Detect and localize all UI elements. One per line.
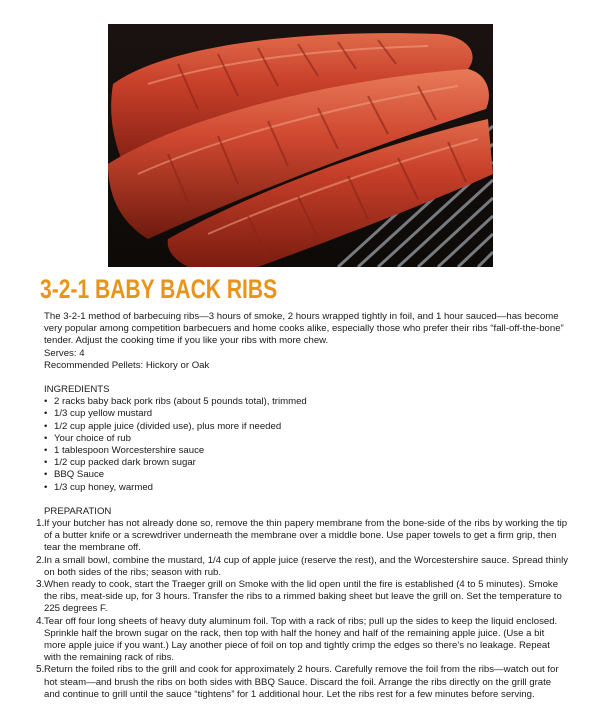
recipe-content bbox=[36, 311, 569, 701]
serves-line: Serves: 4 bbox=[44, 347, 85, 359]
ribs-photo bbox=[108, 24, 493, 267]
step-text: If your butcher has not already done so, remove the thin papery membrane from the bone-side of the ribs by working the tip of a butter knife or a screwdriver underneath the membrane over a middle bone. Use paper towels to get a firm grip, then tear the membrane off. bbox=[44, 518, 568, 554]
preparation-step bbox=[36, 518, 568, 555]
ingredient-item: • BBQ Sauce bbox=[44, 469, 568, 481]
preparation-heading: PREPARATION bbox=[44, 505, 112, 517]
preparation-steps bbox=[36, 518, 569, 701]
preparation-step bbox=[36, 579, 568, 616]
step-number: 1. bbox=[36, 518, 45, 530]
ingredient-item: • 1/3 cup honey, warmed bbox=[44, 482, 568, 494]
ingredient-item: • Your choice of rub bbox=[44, 433, 568, 445]
recipe-intro: The 3-2-1 method of barbecuing ribs—3 hours of smoke, 2 hours wrapped tightly in foil, and 1 hour sauced—has become very popular among competition barbecuers and home cooks alike, especially those who prefer their ribs “fall-off-the-bone” tender. Adjust the cooking time if you like your ribs with more chew. bbox=[44, 311, 564, 347]
preparation-step bbox=[36, 554, 569, 579]
step-text: Return the foiled ribs to the grill and cook for approximately 2 hours. Carefully remove the foil from the ribs—watch out for hot steam—and brush the ribs on both sides with BBQ Sauce. Discard the foil. Arrange the ribs directly on the grill grate and continue to grill until the sauce “tightens” for 1 additional hour. Let the ribs rest for a few minutes before serving. bbox=[44, 664, 559, 700]
step-text: Tear off four long sheets of heavy duty aluminum foil. Top with a rack of ribs; pull up the sides to keep the liquid enclosed. Sprinkle half the brown sugar on the rack, then top with half the honey and half of the remaining apple juice. (Use a bit more apple juice if you want.) Lay another piece of foil on top and tightly crimp the edges so there’s no leakage. Repeat with the remaining rack of ribs. bbox=[44, 615, 558, 664]
ingredients-list bbox=[44, 396, 568, 494]
step-number: 4. bbox=[36, 615, 45, 627]
ingredient-item: • 1/2 cup packed dark brown sugar bbox=[44, 457, 568, 469]
ingredient-item: • 1/3 cup yellow mustard bbox=[44, 408, 568, 420]
recipe-title: 3-2-1 BABY BACK RIBS bbox=[40, 274, 278, 304]
ingredients-heading: INGREDIENTS bbox=[44, 384, 110, 396]
ingredient-item: • 2 racks baby back pork ribs (about 5 pounds total), trimmed bbox=[44, 396, 568, 408]
preparation-step bbox=[36, 615, 568, 665]
step-text: When ready to cook, start the Traeger grill on Smoke with the lid open until the fire is established (4 to 5 minutes). Smoke the ribs, meat-side up, for 3 hours. Transfer the ribs to a rimmed baking sheet but leave the grill on. Set the temperature to 225 degrees F. bbox=[44, 579, 562, 615]
pellets-line: Recommended Pellets: Hickory or Oak bbox=[44, 359, 210, 371]
preparation-step bbox=[36, 664, 568, 701]
step-text: In a small bowl, combine the mustard, 1/4 cup of apple juice (reserve the rest), and the Worcestershire sauce. Spread thinly on both sides of the ribs; season with rub. bbox=[44, 554, 569, 578]
ingredient-item: • 1/2 cup apple juice (divided use), plus more if needed bbox=[44, 421, 568, 433]
step-number: 5. bbox=[36, 664, 45, 676]
step-number: 3. bbox=[36, 579, 45, 591]
step-number: 2. bbox=[36, 554, 45, 566]
ingredient-item: • 1 tablespoon Worcestershire sauce bbox=[44, 445, 568, 457]
